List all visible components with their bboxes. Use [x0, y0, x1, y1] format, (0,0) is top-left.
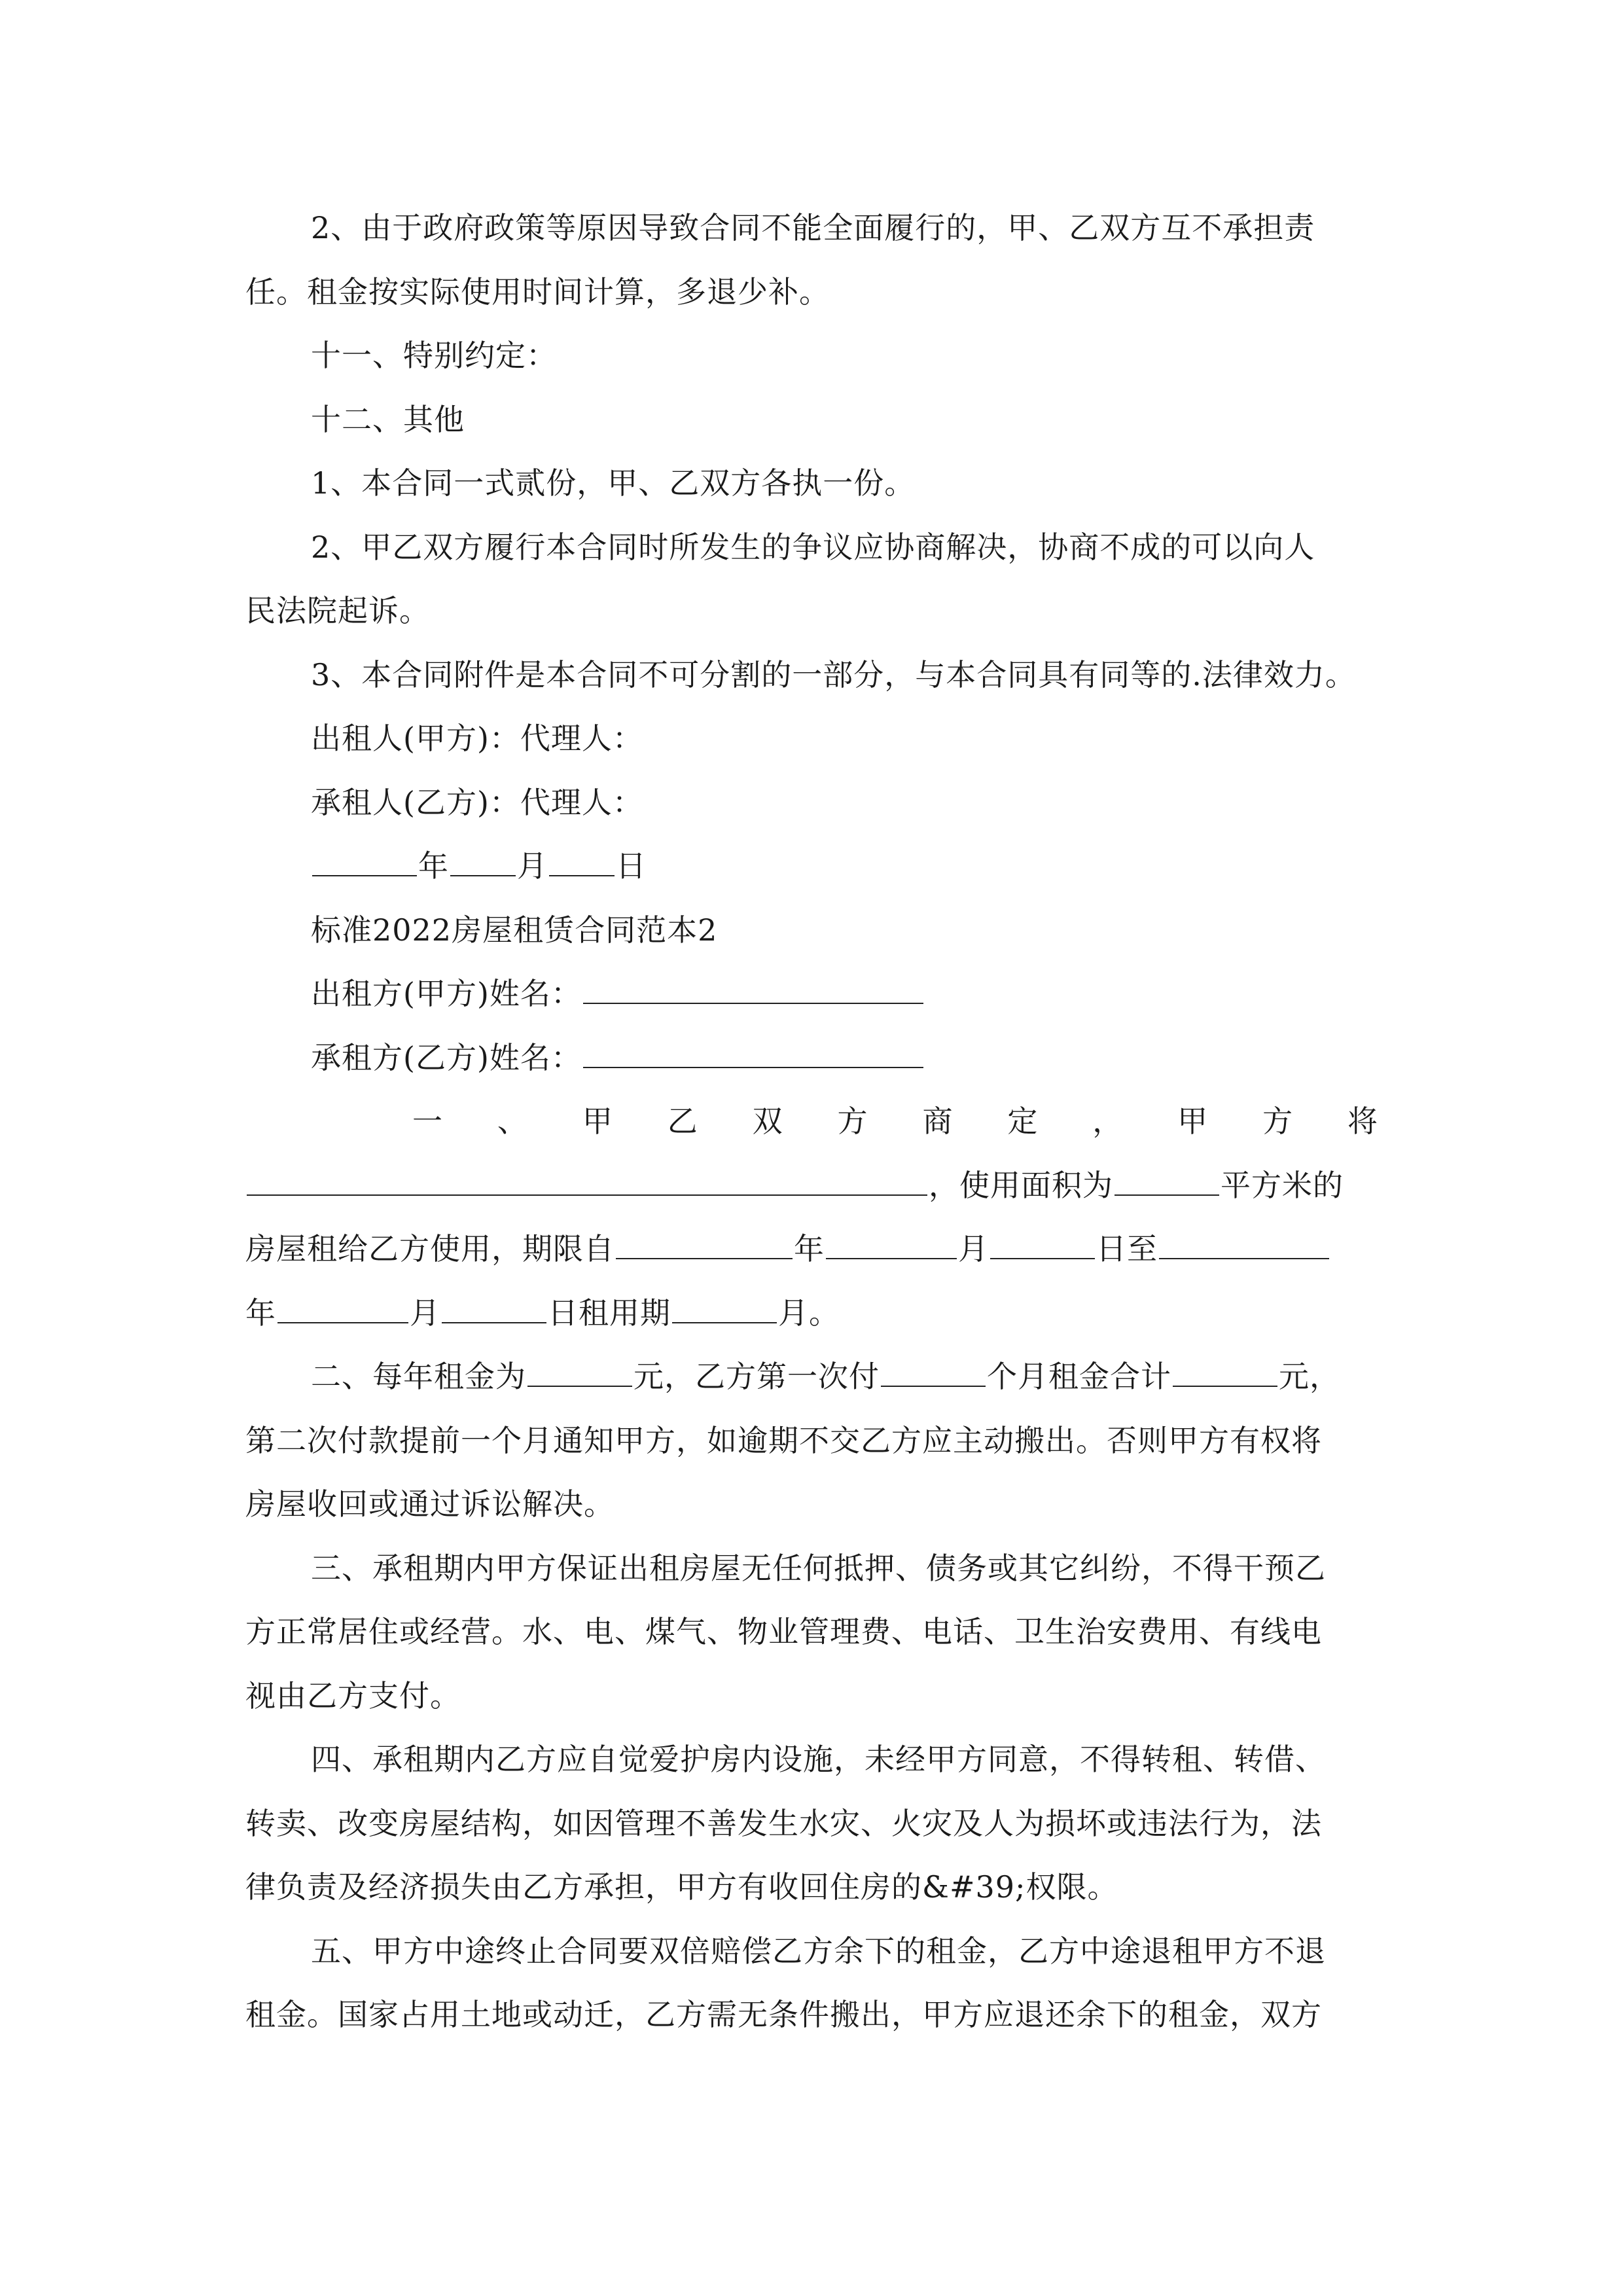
term-months-label: 月。 — [778, 1295, 840, 1331]
lessor-name-blank — [583, 974, 923, 1004]
paragraph-line: 方正常居住或经营。水、电、煤气、物业管理费、电话、卫生治安费用、有线电 — [245, 1614, 1322, 1649]
paragraph-line: 租金。国家占用土地或动迁，乙方需无条件搬出，甲方应退还余下的租金，双方 — [245, 1997, 1322, 2032]
rent-label: 二、每年租金为 — [311, 1359, 526, 1394]
area-unit: 平方米的 — [1221, 1168, 1344, 1203]
section-heading: 十二、其他 — [311, 402, 465, 437]
property-area-line — [245, 1166, 1344, 1205]
term-months-blank — [672, 1293, 777, 1323]
justified-clause-line — [412, 1102, 1378, 1141]
clause-char: 、 — [497, 1103, 527, 1139]
lessor-name-label: 出租方(甲方)姓名： — [311, 976, 582, 1011]
rent-clause-line — [311, 1357, 1340, 1396]
clause-char: 商 — [922, 1103, 953, 1139]
section-heading: 十一、特别约定： — [311, 338, 557, 373]
end-month-blank — [277, 1293, 408, 1323]
month-label: 月 — [517, 848, 548, 884]
day-label: 日 — [616, 848, 647, 884]
term-label: 房屋租给乙方使用，期限自 — [245, 1231, 615, 1266]
paragraph-line: 视由乙方支付。 — [245, 1678, 461, 1713]
clause-char: 乙 — [667, 1103, 698, 1139]
start-day-blank — [990, 1229, 1095, 1259]
paragraph-line: 任。租金按实际使用时间计算，多退少补。 — [245, 274, 830, 310]
annual-rent-blank — [527, 1357, 632, 1387]
clause-char: 一 — [412, 1103, 442, 1139]
clause-char: ， — [1092, 1103, 1123, 1139]
clause-char: 定 — [1007, 1103, 1038, 1139]
paragraph-line: 第二次付款提前一个月通知甲方，如逾期不交乙方应主动搬出。否则甲方有权将 — [245, 1423, 1322, 1458]
year-blank — [312, 846, 417, 876]
clause-char: 将 — [1347, 1103, 1378, 1139]
lessee-name-blank — [583, 1038, 923, 1068]
start-month-blank — [826, 1229, 957, 1259]
signature-lessee: 承租人(乙方)：代理人： — [311, 785, 643, 820]
year-label: 年 — [418, 848, 449, 884]
start-month-label: 月 — [958, 1231, 989, 1266]
lease-term-line — [245, 1229, 1330, 1268]
start-year-blank — [616, 1229, 793, 1259]
paragraph-line: 民法院起诉。 — [245, 593, 430, 628]
clause-char: 双 — [752, 1103, 783, 1139]
paragraph-line: 五、甲方中途终止合同要双倍赔偿乙方余下的租金，乙方中途退租甲方不退 — [311, 1933, 1326, 1969]
start-day-label: 日至 — [1096, 1231, 1158, 1266]
document-subtitle: 标准2022房屋租赁合同范本2 — [311, 912, 718, 948]
area-label: ，使用面积为 — [929, 1168, 1113, 1203]
paragraph-line: 律负责及经济损失由乙方承担，甲方有收回住房的&#39;权限。 — [245, 1869, 1118, 1905]
area-blank — [1115, 1166, 1219, 1196]
paragraph-line: 2、由于政府政策等原因导致合同不能全面履行的，甲、乙双方互不承担责 — [311, 210, 1315, 245]
end-month-label: 月 — [410, 1295, 440, 1331]
end-year-label: 年 — [245, 1295, 276, 1331]
end-day-blank — [442, 1293, 546, 1323]
total-label: 个月租金合计 — [987, 1359, 1171, 1394]
months-blank — [881, 1357, 986, 1387]
lessee-name-label: 承租方(乙方)姓名： — [311, 1040, 582, 1075]
clause-char: 甲 — [1177, 1103, 1208, 1139]
start-year-label: 年 — [794, 1231, 825, 1266]
signature-lessor: 出租人(甲方)：代理人： — [311, 721, 643, 756]
lessor-name-line — [311, 974, 925, 1013]
lessee-name-line — [311, 1038, 925, 1077]
clause-char: 方 — [837, 1103, 868, 1139]
paragraph-line: 三、承租期内甲方保证出租房屋无任何抵押、债务或其它纠纷，不得干预乙 — [311, 1551, 1326, 1586]
property-address-blank — [247, 1166, 927, 1196]
day-blank — [549, 846, 615, 876]
paragraph-line: 转卖、改变房屋结构，如因管理不善发生水灾、火灾及人为损坏或违法行为，法 — [245, 1806, 1322, 1841]
end-year-blank — [1159, 1229, 1329, 1259]
lease-term-end-line — [245, 1293, 840, 1333]
first-payment-label: 元，乙方第一次付 — [633, 1359, 880, 1394]
clause-char: 甲 — [582, 1103, 613, 1139]
end-day-label: 日租用期 — [548, 1295, 671, 1331]
paragraph-line: 3、本合同附件是本合同不可分割的一部分，与本合同具有同等的.法律效力。 — [311, 657, 1356, 692]
paragraph-line: 房屋收回或通过诉讼解决。 — [245, 1486, 615, 1522]
paragraph-line: 2、甲乙双方履行本合同时所发生的争议应协商解决，协商不成的可以向人 — [311, 529, 1315, 565]
total-blank — [1173, 1357, 1277, 1387]
yuan-label: 元， — [1279, 1359, 1340, 1394]
month-blank — [450, 846, 516, 876]
date-line — [311, 846, 647, 886]
clause-char: 方 — [1262, 1103, 1293, 1139]
paragraph-line: 1、本合同一式贰份，甲、乙双方各执一份。 — [311, 465, 916, 501]
paragraph-line: 四、承租期内乙方应自觉爱护房内设施，未经甲方同意，不得转租、转借、 — [311, 1742, 1326, 1777]
